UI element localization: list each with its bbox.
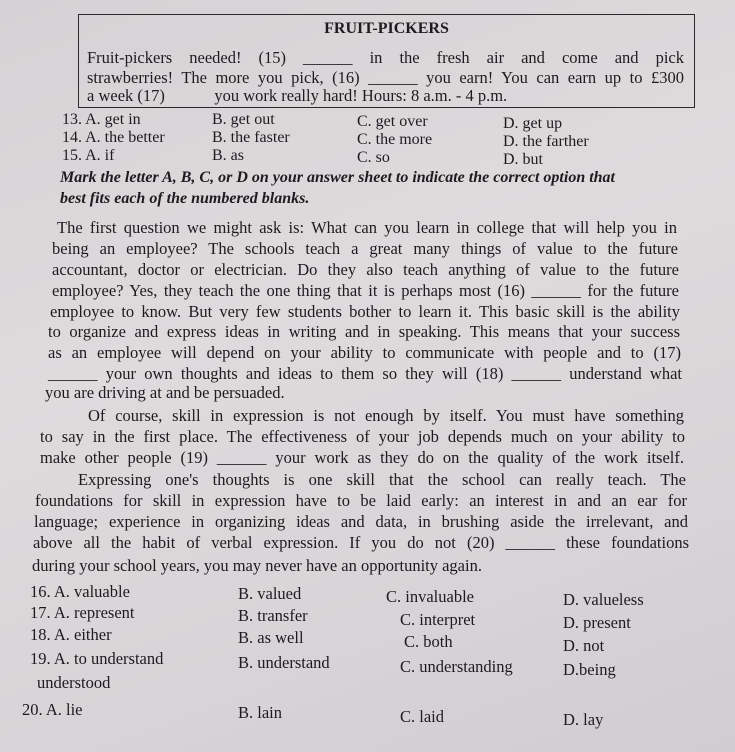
instruction-line: best fits each of the numbered blanks. (60, 190, 310, 207)
ad-line: a week (17) you work really hard! Hours: 8 a.m. - 4 p.m. (87, 86, 508, 105)
option-17-c: C. interpret (400, 610, 476, 629)
option-15-d: D. but (503, 151, 543, 168)
option-18-d: D. not (563, 636, 605, 655)
ad-line: Fruit-pickers needed! (15) ______ in the fresh air and come and pick (87, 48, 684, 67)
option-19-extra: understood (37, 673, 111, 692)
option-15-a: 15. A. if (62, 147, 115, 164)
passage-line: make other people (19) ______ your work as they do on the quality of the work itself. (40, 448, 684, 467)
option-16-b: B. valued (238, 584, 302, 603)
passage-line: to say in the first place. The effectiveness of your job depends much on your ability to (40, 427, 685, 446)
passage-line: The first question we might ask is: What can you learn in college that will help you in (57, 218, 677, 237)
ad-line: strawberries! The more you pick, (16) ______ you earn! You can earn up to £300 (87, 68, 684, 87)
passage-line: as an employee will depend on your ability to communicate with people and to (17) (48, 343, 681, 362)
option-13-b: B. get out (212, 111, 275, 128)
option-19-c: C. understanding (400, 657, 513, 676)
option-17-a: 17. A. represent (30, 603, 135, 622)
instruction-line: Mark the letter A, B, C, or D on your answer sheet to indicate the correct option that (60, 169, 615, 186)
option-19-b: B. understand (238, 653, 330, 672)
option-13-d: D. get up (503, 115, 563, 132)
passage-line: Of course, skill in expression is not enough by itself. You must have something (88, 406, 684, 425)
ad-title: FRUIT-PICKERS (324, 20, 449, 37)
fruit-pickers-ad-box (78, 14, 695, 108)
option-13-a: 13. A. get in (62, 111, 141, 128)
option-20-c: C. laid (400, 707, 444, 726)
option-14-d: D. the farther (503, 133, 589, 150)
option-20-a: 20. A. lie (22, 700, 83, 719)
passage-line: above all the habit of verbal expression. If you do not (20) ______ these foundations (33, 533, 689, 552)
option-15-c: C. so (357, 149, 390, 166)
option-14-b: B. the faster (212, 129, 290, 146)
option-17-d: D. present (563, 613, 631, 632)
passage-line: employee? Yes, they teach the one thing that it is perhaps most (16) ______ for the future (52, 281, 679, 300)
option-19-a: 19. A. to understand (30, 649, 164, 668)
option-20-b: B. lain (238, 703, 282, 722)
passage-line: to organize and express ideas in writing and in speaking. This means that your success (48, 322, 680, 341)
passage-line: employee to know. But very few students bother to learn it. This basic skill is the ability (50, 302, 680, 321)
option-14-c: C. the more (357, 131, 433, 148)
passage-line: during your school years, you may never have an opportunity again. (32, 556, 482, 575)
option-16-d: D. valueless (563, 590, 644, 609)
option-20-d: D. lay (563, 710, 604, 729)
option-18-b: B. as well (238, 628, 304, 647)
option-16-a: 16. A. valuable (30, 582, 130, 601)
passage-line: you are driving at and be persuaded. (45, 383, 285, 402)
option-18-c: C. both (404, 632, 453, 651)
passage-line: ______ your own thoughts and ideas to them so they will (18) ______ understand what (48, 364, 682, 383)
passage-line: foundations for skill in expression have to be laid early: an interest in and an ear for (35, 491, 687, 510)
passage-line: accountant, doctor or electrician. Do they also teach anything of value to the future (52, 260, 679, 279)
option-16-c: C. invaluable (386, 587, 474, 606)
option-13-c: C. get over (357, 113, 428, 130)
passage-line: language; experience in organizing ideas and data, in brushing aside the irrelevant, and (34, 512, 688, 531)
passage-line: Expressing one's thoughts is one skill that the school can really teach. The (78, 470, 686, 489)
passage-line: being an employee? The schools teach a great many things of value to the future (52, 239, 678, 258)
option-17-b: B. transfer (238, 606, 308, 625)
option-14-a: 14. A. the better (62, 129, 165, 146)
option-18-a: 18. A. either (30, 625, 112, 644)
option-15-b: B. as (212, 147, 244, 164)
option-19-d: D.being (563, 660, 616, 679)
